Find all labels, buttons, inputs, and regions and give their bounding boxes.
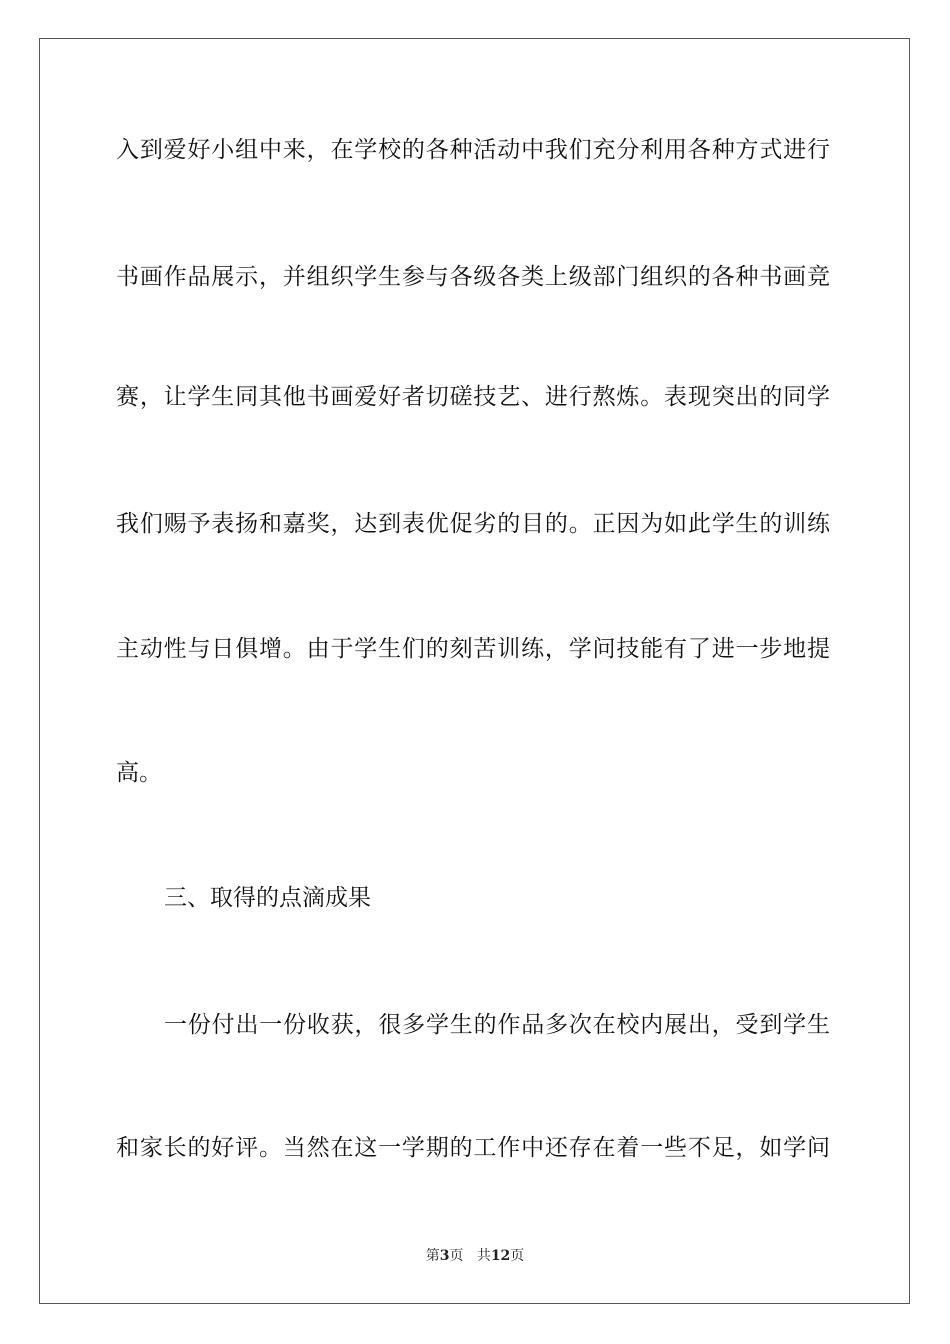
page-footer [0,1246,950,1266]
page-number: 3 [439,1248,450,1264]
paragraph-line: 和家长的好评。当然在这一学期的工作中还存在着一些不足，如学问 [116,1135,830,1161]
total-label-suffix: 页 [510,1248,525,1264]
page-border [39,38,910,1304]
page-label-suffix: 页 [449,1248,464,1264]
paragraph-line: 书画作品展示，并组织学生参与各级各类上级部门组织的各种书画竞 [116,264,830,290]
paragraph-line: 入到爱好小组中来，在学校的各种活动中我们充分利用各种方式进行 [116,137,830,163]
total-label-prefix: 共 [476,1248,491,1264]
paragraph-line: 主动性与日俱增。由于学生们的刻苦训练，学问技能有了进一步地提 [116,636,830,662]
paragraph-line: 高。 [116,760,162,786]
paragraph-line: 一份付出一份收获，很多学生的作品多次在校内展出，受到学生 [164,1012,830,1038]
paragraph-line: 我们赐予表扬和嘉奖，达到表优促劣的目的。正因为如此学生的训练 [116,511,830,537]
section-heading: 三、取得的点滴成果 [164,885,371,911]
page-label-prefix: 第 [425,1248,440,1264]
paragraph-line: 赛，让学生同其他书画爱好者切磋技艺、进行熬炼。表现突出的同学 [116,384,830,410]
total-pages: 12 [490,1248,511,1264]
